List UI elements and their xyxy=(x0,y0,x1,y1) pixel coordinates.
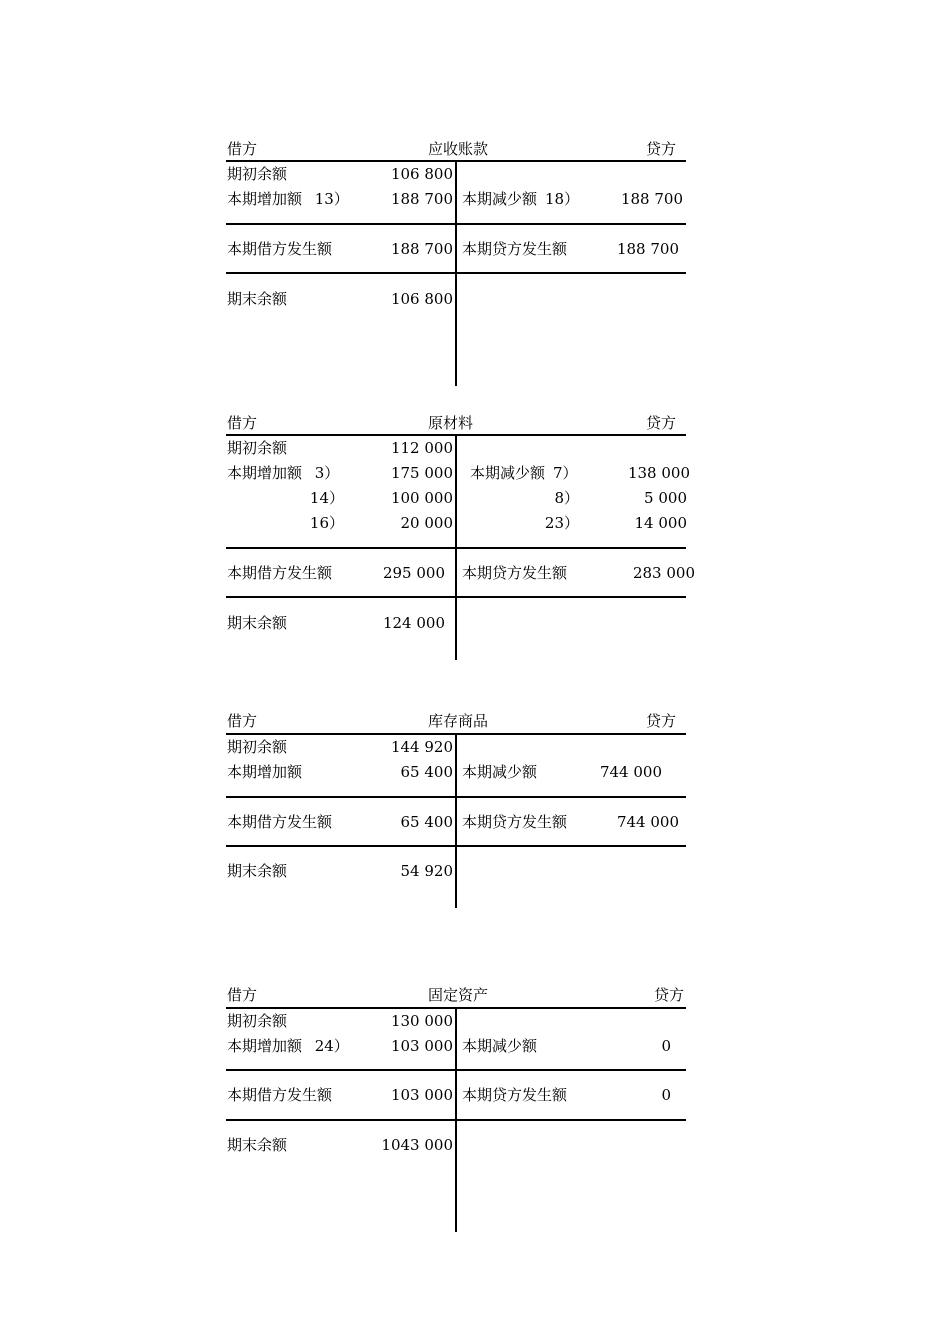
increase-label: 本期增加额 xyxy=(227,1037,303,1055)
increase-ref: 3） xyxy=(310,464,340,482)
total-rule xyxy=(226,272,686,274)
increase-value: 65 400 xyxy=(400,763,453,781)
beginning-balance-value: 112 000 xyxy=(390,439,453,457)
subtotal-rule xyxy=(226,796,686,798)
beginning-balance-label: 期初余额 xyxy=(227,1012,288,1030)
credit-total-value: 0 xyxy=(661,1086,671,1104)
increase-value: 188 700 xyxy=(390,190,453,208)
debit-total-value: 65 400 xyxy=(400,813,453,831)
ending-balance-value: 54 920 xyxy=(400,862,453,880)
increase-ref: 24） xyxy=(310,1037,349,1055)
beginning-balance-value: 106 800 xyxy=(390,165,453,183)
ending-balance-label: 期末余额 xyxy=(227,614,288,632)
increase-label: 本期增加额 xyxy=(227,763,303,781)
decrease-value: 188 700 xyxy=(620,190,683,208)
account-title: 应收账款 xyxy=(428,140,489,158)
extra-credit-value: 5 000 xyxy=(644,489,687,507)
ending-balance-label: 期末余额 xyxy=(227,862,288,880)
extra-debit-ref: 14） xyxy=(309,489,344,507)
subtotal-rule xyxy=(226,1069,686,1071)
ending-balance-value: 124 000 xyxy=(382,614,445,632)
extra-credit-ref: 8） xyxy=(554,489,579,507)
decrease-label: 本期减少额 xyxy=(462,763,538,781)
debit-label: 借方 xyxy=(227,986,258,1004)
decrease-label: 本期减少额 xyxy=(462,190,538,208)
ending-balance-label: 期末余额 xyxy=(227,290,288,308)
debit-total-value: 295 000 xyxy=(382,564,445,582)
increase-value: 103 000 xyxy=(390,1037,453,1055)
beginning-balance-label: 期初余额 xyxy=(227,738,288,756)
decrease-value: 744 000 xyxy=(599,763,662,781)
extra-credit-value: 14 000 xyxy=(634,514,687,532)
total-rule xyxy=(226,1119,686,1121)
account-title: 固定资产 xyxy=(428,986,489,1004)
credit-total-value: 283 000 xyxy=(632,564,695,582)
credit-total-value: 744 000 xyxy=(616,813,679,831)
debit-label: 借方 xyxy=(227,712,258,730)
credit-label: 贷方 xyxy=(646,712,677,730)
extra-debit-value: 20 000 xyxy=(400,514,453,532)
extra-credit-ref: 23） xyxy=(544,514,579,532)
decrease-value: 0 xyxy=(661,1037,671,1055)
center-rule xyxy=(455,733,457,908)
increase-ref: 13） xyxy=(310,190,349,208)
credit-total-value: 188 700 xyxy=(616,240,679,258)
ending-balance-label: 期末余额 xyxy=(227,1136,288,1154)
beginning-balance-value: 144 920 xyxy=(390,738,453,756)
decrease-label: 本期减少额 xyxy=(470,464,546,482)
beginning-balance-label: 期初余额 xyxy=(227,439,288,457)
credit-total-label: 本期贷方发生额 xyxy=(462,240,568,258)
ending-balance-value: 106 800 xyxy=(390,290,453,308)
credit-label: 贷方 xyxy=(654,986,685,1004)
debit-total-value: 188 700 xyxy=(390,240,453,258)
account-title: 库存商品 xyxy=(428,712,489,730)
debit-total-label: 本期借方发生额 xyxy=(227,240,333,258)
credit-total-label: 本期贷方发生额 xyxy=(462,813,568,831)
subtotal-rule xyxy=(226,547,686,549)
decrease-ref: 7） xyxy=(553,464,578,482)
credit-label: 贷方 xyxy=(646,140,677,158)
extra-debit-ref: 16） xyxy=(309,514,344,532)
decrease-ref: 18） xyxy=(545,190,580,208)
beginning-balance-value: 130 000 xyxy=(390,1012,453,1030)
debit-label: 借方 xyxy=(227,414,258,432)
total-rule xyxy=(226,596,686,598)
credit-total-label: 本期贷方发生额 xyxy=(462,564,568,582)
debit-label: 借方 xyxy=(227,140,258,158)
account-title: 原材料 xyxy=(428,414,474,432)
total-rule xyxy=(226,845,686,847)
debit-total-label: 本期借方发生额 xyxy=(227,564,333,582)
increase-label: 本期增加额 xyxy=(227,190,303,208)
increase-value: 175 000 xyxy=(390,464,453,482)
decrease-label: 本期减少额 xyxy=(462,1037,538,1055)
decrease-value: 138 000 xyxy=(627,464,690,482)
subtotal-rule xyxy=(226,223,686,225)
beginning-balance-label: 期初余额 xyxy=(227,165,288,183)
credit-total-label: 本期贷方发生额 xyxy=(462,1086,568,1104)
increase-label: 本期增加额 xyxy=(227,464,303,482)
ending-balance-value: 1043 000 xyxy=(381,1136,453,1154)
debit-total-label: 本期借方发生额 xyxy=(227,813,333,831)
extra-debit-value: 100 000 xyxy=(390,489,453,507)
credit-label: 贷方 xyxy=(646,414,677,432)
debit-total-value: 103 000 xyxy=(390,1086,453,1104)
debit-total-label: 本期借方发生额 xyxy=(227,1086,333,1104)
